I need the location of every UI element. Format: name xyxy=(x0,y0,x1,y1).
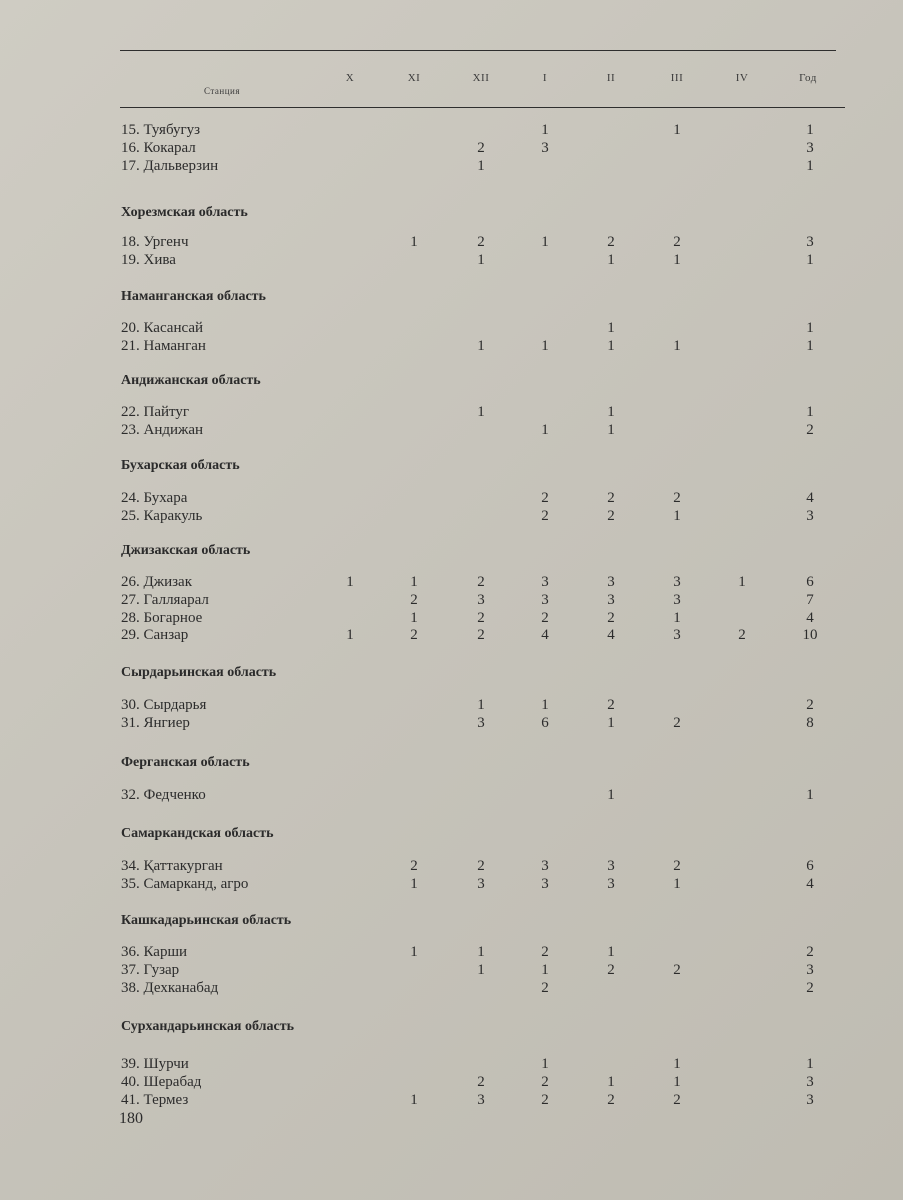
region-heading: Бухарская область xyxy=(121,458,240,473)
table-row xyxy=(0,980,903,996)
cell-month-value: 1 xyxy=(541,234,549,250)
station-name: 24. Бухара xyxy=(121,490,188,506)
station-name: 32. Федченко xyxy=(121,787,206,803)
cell-month-value: 1 xyxy=(673,609,681,626)
cell-month-value: 1 xyxy=(607,404,615,420)
station-name: 38. Дехканабад xyxy=(121,979,219,996)
cell-year-total: 3 xyxy=(806,1073,814,1090)
station-name: 30. Сырдарья xyxy=(121,697,207,713)
cell-month-value: 1 xyxy=(477,404,485,420)
table-row xyxy=(0,574,903,590)
cell-month-value: 1 xyxy=(410,944,418,960)
table-row xyxy=(0,627,903,643)
cell-month-value: 3 xyxy=(607,574,615,590)
cell-year-total: 3 xyxy=(806,507,814,524)
station-name: 35. Самарканд, агро xyxy=(121,875,249,892)
cell-month-value: 2 xyxy=(541,507,549,524)
cell-month-value: 3 xyxy=(541,574,549,590)
header-month-xi: XI xyxy=(407,72,421,84)
station-name: 15. Туябугуз xyxy=(121,122,201,138)
cell-month-value: 2 xyxy=(607,961,615,978)
station-name: 36. Карши xyxy=(121,944,188,960)
cell-month-value: 1 xyxy=(346,627,354,644)
cell-month-value: 3 xyxy=(673,574,681,590)
cell-month-value: 2 xyxy=(477,627,485,644)
cell-year-total: 7 xyxy=(806,591,814,608)
cell-year-total: 3 xyxy=(806,139,814,156)
station-name: 21. Наманган xyxy=(121,337,206,354)
region-heading: Джизакская область xyxy=(121,543,251,558)
cell-month-value: 2 xyxy=(673,961,681,978)
page-number: 180 xyxy=(119,1110,143,1127)
cell-year-total: 2 xyxy=(806,697,814,713)
cell-month-value: 2 xyxy=(607,1091,615,1108)
table-row xyxy=(0,1092,903,1108)
header-year: Год xyxy=(799,72,817,84)
cell-month-value: 1 xyxy=(738,574,746,590)
station-name: 31. Янгиер xyxy=(121,714,190,731)
cell-year-total: 4 xyxy=(806,609,814,626)
cell-month-value: 2 xyxy=(541,979,549,996)
cell-month-value: 1 xyxy=(607,320,615,336)
cell-month-value: 2 xyxy=(477,609,485,626)
cell-month-value: 1 xyxy=(673,251,681,268)
table-row xyxy=(0,490,903,506)
cell-month-value: 2 xyxy=(477,139,485,156)
cell-month-value: 1 xyxy=(607,1073,615,1090)
cell-year-total: 2 xyxy=(806,944,814,960)
cell-month-value: 2 xyxy=(541,490,549,506)
table-top-rule xyxy=(120,50,836,51)
cell-month-value: 3 xyxy=(541,858,549,874)
cell-year-total: 1 xyxy=(806,320,814,336)
table-row xyxy=(0,122,903,138)
cell-month-value: 3 xyxy=(477,591,485,608)
cell-month-value: 1 xyxy=(346,574,354,590)
table-row xyxy=(0,404,903,420)
cell-month-value: 4 xyxy=(541,627,549,644)
station-name: 22. Пайтуг xyxy=(121,404,190,420)
cell-year-total: 4 xyxy=(806,490,814,506)
cell-month-value: 1 xyxy=(477,961,485,978)
table-row xyxy=(0,422,903,438)
table-row xyxy=(0,1074,903,1090)
cell-month-value: 3 xyxy=(477,875,485,892)
region-heading: Ферганская область xyxy=(121,755,250,770)
cell-month-value: 1 xyxy=(477,337,485,354)
cell-month-value: 1 xyxy=(477,251,485,268)
station-name: 39. Шурчи xyxy=(121,1056,189,1072)
cell-month-value: 1 xyxy=(541,122,549,138)
cell-year-total: 1 xyxy=(806,157,814,174)
table-row xyxy=(0,592,903,608)
station-name: 27. Галляарал xyxy=(121,591,209,608)
cell-month-value: 3 xyxy=(541,875,549,892)
station-name: 20. Касансай xyxy=(121,320,204,336)
cell-month-value: 1 xyxy=(477,697,485,713)
station-name: 25. Каракуль xyxy=(121,507,203,524)
cell-year-total: 4 xyxy=(806,875,814,892)
table-row xyxy=(0,858,903,874)
cell-month-value: 2 xyxy=(541,944,549,960)
header-month-iv: IV xyxy=(735,72,749,84)
cell-year-total: 1 xyxy=(806,1056,814,1072)
table-row xyxy=(0,320,903,336)
cell-year-total: 8 xyxy=(806,714,814,731)
cell-month-value: 3 xyxy=(607,858,615,874)
cell-month-value: 1 xyxy=(673,875,681,892)
cell-month-value: 3 xyxy=(477,714,485,731)
cell-month-value: 2 xyxy=(541,609,549,626)
station-name: 40. Шерабад xyxy=(121,1073,202,1090)
cell-month-value: 2 xyxy=(673,1091,681,1108)
cell-month-value: 2 xyxy=(477,234,485,250)
cell-year-total: 3 xyxy=(806,234,814,250)
cell-month-value: 1 xyxy=(607,251,615,268)
cell-year-total: 6 xyxy=(806,858,814,874)
station-name: 28. Богарное xyxy=(121,609,203,626)
table-row xyxy=(0,1056,903,1072)
cell-month-value: 3 xyxy=(607,875,615,892)
table-row xyxy=(0,252,903,268)
cell-month-value: 1 xyxy=(541,961,549,978)
station-name: 41. Термез xyxy=(121,1091,189,1108)
cell-month-value: 2 xyxy=(410,627,418,644)
cell-year-total: 1 xyxy=(806,787,814,803)
cell-month-value: 2 xyxy=(477,1073,485,1090)
cell-month-value: 2 xyxy=(410,858,418,874)
table-row xyxy=(0,962,903,978)
table-row xyxy=(0,944,903,960)
table-row xyxy=(0,158,903,174)
region-heading: Кашкадарьинская область xyxy=(121,913,292,928)
cell-year-total: 1 xyxy=(806,122,814,138)
cell-month-value: 1 xyxy=(541,421,549,438)
cell-month-value: 1 xyxy=(410,574,418,590)
cell-month-value: 1 xyxy=(541,697,549,713)
cell-month-value: 2 xyxy=(607,490,615,506)
station-name: 29. Санзар xyxy=(121,627,189,644)
cell-month-value: 1 xyxy=(607,944,615,960)
table-row xyxy=(0,876,903,892)
cell-year-total: 2 xyxy=(806,421,814,438)
cell-month-value: 6 xyxy=(541,714,549,731)
station-name: 17. Дальверзин xyxy=(121,157,219,174)
header-month-i: I xyxy=(542,72,548,84)
cell-month-value: 2 xyxy=(477,858,485,874)
cell-month-value: 1 xyxy=(410,234,418,250)
station-name: 23. Андижан xyxy=(121,421,204,438)
station-name: 26. Джизак xyxy=(121,574,192,590)
cell-month-value: 2 xyxy=(673,234,681,250)
table-row xyxy=(0,787,903,803)
cell-month-value: 1 xyxy=(607,337,615,354)
header-month-iii: III xyxy=(670,72,684,84)
cell-year-total: 1 xyxy=(806,337,814,354)
table-row xyxy=(0,697,903,713)
table-row xyxy=(0,234,903,250)
cell-month-value: 2 xyxy=(738,627,746,644)
cell-month-value: 3 xyxy=(673,591,681,608)
station-name: 19. Хива xyxy=(121,251,176,268)
header-month-ii: II xyxy=(606,72,616,84)
cell-month-value: 1 xyxy=(673,337,681,354)
cell-month-value: 1 xyxy=(410,609,418,626)
cell-month-value: 4 xyxy=(607,627,615,644)
cell-year-total: 10 xyxy=(802,627,818,644)
cell-month-value: 2 xyxy=(673,714,681,731)
cell-month-value: 3 xyxy=(607,591,615,608)
cell-year-total: 6 xyxy=(806,574,814,590)
table-row xyxy=(0,338,903,354)
cell-month-value: 3 xyxy=(477,1091,485,1108)
cell-month-value: 1 xyxy=(410,1091,418,1108)
region-heading: Сурхандарьинская область xyxy=(121,1019,294,1034)
cell-month-value: 1 xyxy=(541,337,549,354)
cell-month-value: 2 xyxy=(673,490,681,506)
table-header-rule xyxy=(120,107,845,108)
cell-month-value: 1 xyxy=(541,1056,549,1072)
cell-month-value: 2 xyxy=(410,591,418,608)
cell-year-total: 1 xyxy=(806,251,814,268)
station-name: 34. Қаттакурган xyxy=(121,858,223,874)
cell-month-value: 1 xyxy=(607,421,615,438)
station-name: 37. Гузар xyxy=(121,961,180,978)
cell-month-value: 3 xyxy=(541,591,549,608)
table-row xyxy=(0,508,903,524)
cell-month-value: 1 xyxy=(673,122,681,138)
station-name: 16. Кокарал xyxy=(121,139,196,156)
header-month-xii: XII xyxy=(472,72,490,84)
table-row xyxy=(0,715,903,731)
cell-month-value: 1 xyxy=(607,714,615,731)
cell-month-value: 1 xyxy=(673,507,681,524)
region-heading: Андижанская область xyxy=(121,373,261,388)
region-heading: Самаркандская область xyxy=(121,826,274,841)
cell-month-value: 3 xyxy=(673,627,681,644)
cell-month-value: 1 xyxy=(607,787,615,803)
cell-month-value: 2 xyxy=(607,507,615,524)
table-row xyxy=(0,140,903,156)
cell-month-value: 1 xyxy=(477,157,485,174)
cell-month-value: 1 xyxy=(673,1056,681,1072)
cell-month-value: 1 xyxy=(477,944,485,960)
cell-month-value: 2 xyxy=(607,697,615,713)
cell-month-value: 2 xyxy=(541,1091,549,1108)
cell-month-value: 1 xyxy=(410,875,418,892)
region-heading: Сырдарьинская область xyxy=(121,665,277,680)
cell-month-value: 2 xyxy=(477,574,485,590)
cell-month-value: 2 xyxy=(607,609,615,626)
cell-year-total: 1 xyxy=(806,404,814,420)
station-name: 18. Ургенч xyxy=(121,234,189,250)
cell-year-total: 2 xyxy=(806,979,814,996)
cell-month-value: 1 xyxy=(673,1073,681,1090)
cell-month-value: 2 xyxy=(541,1073,549,1090)
header-month-x: X xyxy=(345,72,355,84)
cell-month-value: 2 xyxy=(607,234,615,250)
cell-month-value: 3 xyxy=(541,139,549,156)
cell-month-value: 2 xyxy=(673,858,681,874)
table-row xyxy=(0,610,903,626)
header-station: Станция xyxy=(203,86,241,96)
cell-year-total: 3 xyxy=(806,961,814,978)
cell-year-total: 3 xyxy=(806,1091,814,1108)
region-heading: Хорезмская область xyxy=(121,205,248,220)
region-heading: Наманганская область xyxy=(121,289,266,304)
